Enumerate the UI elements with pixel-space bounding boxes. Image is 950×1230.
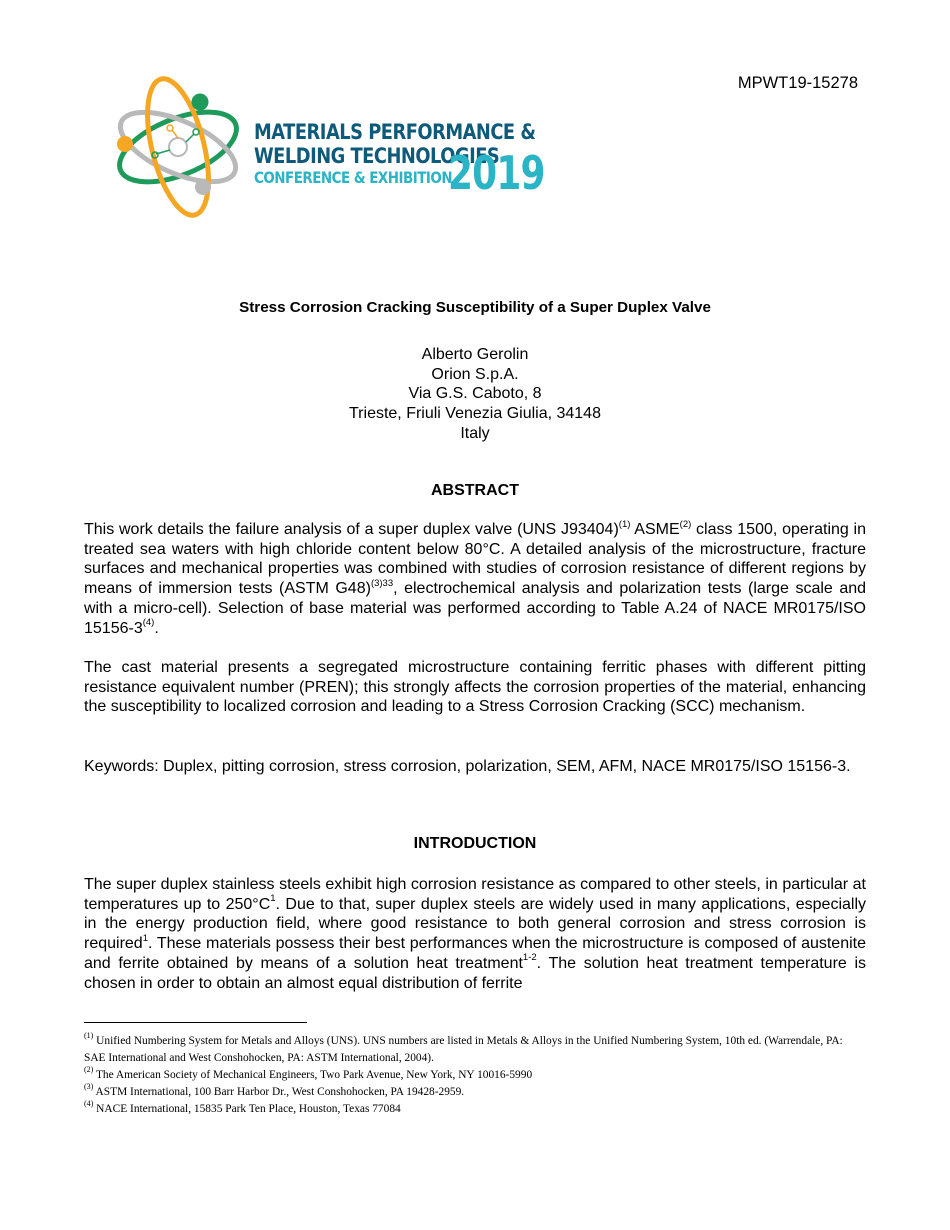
footnote-1	[84, 1033, 866, 1067]
text-run: This work details the failure analysis of a super duplex valve (UNS J93404)	[84, 521, 619, 538]
footnote-text: The American Society of Mechanical Engineers, Two Park Avenue, New York, NY 10016-5990	[93, 1068, 533, 1081]
author-block	[0, 345, 950, 444]
text-run: . The solution heat treatment temperature is chosen in order to obtain an almost equal distribution of ferrite	[84, 954, 867, 992]
citation-ref: 1	[270, 893, 276, 905]
text-run: . Due to that, super duplex steels are widely used in many applications, especially in the energy production field, where good resistance to both general corrosion and stress corrosion is required	[84, 895, 867, 953]
introduction-paragraph-1	[84, 875, 866, 993]
footnote-ref: (4)	[142, 617, 155, 629]
logo-year: 2019	[448, 146, 545, 200]
paper-id: MPWT19-15278	[737, 74, 858, 92]
keywords: Keywords: Duplex, pitting corrosion, stress corrosion, polarization, SEM, AFM, NACE MR0175/ISO 15156-3.	[84, 758, 851, 775]
logo-line-1: MATERIALS PERFORMANCE &	[254, 120, 536, 145]
conference-logo	[108, 72, 558, 222]
text-run: ASME	[630, 521, 680, 538]
footnote-divider	[84, 1022, 307, 1023]
introduction-heading: INTRODUCTION	[413, 835, 537, 852]
abstract-paragraph-1	[84, 520, 866, 638]
footnote-mark: (1)	[84, 1031, 94, 1041]
paper-title: Stress Corrosion Cracking Susceptibility of a Super Duplex Valve	[239, 299, 711, 316]
footnote-text: ASTM International, 100 Barr Harbor Dr., West Conshohocken, PA 19428-2959.	[93, 1085, 465, 1098]
abstract-paragraph-2: The cast material presents a segregated microstructure containing ferritic phases with different pitting resistance equivalent number (PREN); this strongly affects the corrosion properties of the material, enhancing the susceptibility to localized corrosion and leading to a Stress Corrosion Cracking (SCC) mechanism.	[84, 659, 866, 716]
author-city: Trieste, Friuli Venezia Giulia, 34148	[349, 405, 601, 423]
atom-logo-icon	[108, 72, 258, 222]
footnotes	[84, 1033, 866, 1118]
text-run: .	[154, 619, 159, 637]
footnote-text: Unified Numbering System for Metals and Alloys (UNS). UNS numbers are listed in Metals & Alloys in the Unified Numbering System, 10th ed. (Warrendale, PA: SAE International and West Conshohocken, PA: ASTM International, 2004).	[84, 1035, 843, 1064]
footnote-mark: (4)	[84, 1098, 94, 1108]
text-run: , electrochemical analysis and polarization tests (large scale and with a micro-cell). Selection of base material was performed according to Table A.24 of NACE MR0175/ISO 15156-3	[84, 580, 867, 637]
author-country: Italy	[460, 424, 490, 442]
text-run: . These materials possess their best performances when the microstructure is composed of austenite and ferrite obtained by means of a solution heat treatment	[84, 935, 866, 972]
logo-line-2: WELDING TECHNOLOGIES	[254, 143, 500, 169]
footnote-text: NACE International, 15835 Park Ten Place, Houston, Texas 77084	[93, 1102, 401, 1115]
footnote-mark: (2)	[84, 1065, 94, 1075]
author-street: Via G.S. Caboto, 8	[408, 385, 542, 403]
text-run: class 1500, operating in treated sea waters with high chloride content below 80°C. A detailed analysis of the microstructure, fracture surfaces and mechanical properties was combined with studies of corrosion resistance of different regions by means of immersion tests (ASTM G48)	[84, 521, 867, 598]
author-name: Alberto Gerolin	[421, 346, 529, 363]
text-run: The super duplex stainless steels exhibit high corrosion resistance as compared to other steels, in particular at temperatures up to 250°C	[84, 876, 866, 913]
footnote-ref: (3)33	[370, 577, 394, 589]
footnote-ref: (1)	[618, 518, 631, 530]
logo-line-3: CONFERENCE & EXHIBITION	[254, 168, 453, 187]
footnote-2	[84, 1067, 866, 1084]
footnote-3	[84, 1081, 866, 1101]
citation-ref: 1	[142, 932, 148, 944]
footnote-mark: (3)	[84, 1081, 94, 1091]
citation-ref: 1-2	[522, 952, 537, 964]
abstract-heading: ABSTRACT	[431, 482, 519, 499]
footnote-ref: (2)	[679, 518, 692, 530]
footnote-4	[84, 1098, 866, 1118]
author-company: Orion S.p.A.	[431, 365, 519, 383]
